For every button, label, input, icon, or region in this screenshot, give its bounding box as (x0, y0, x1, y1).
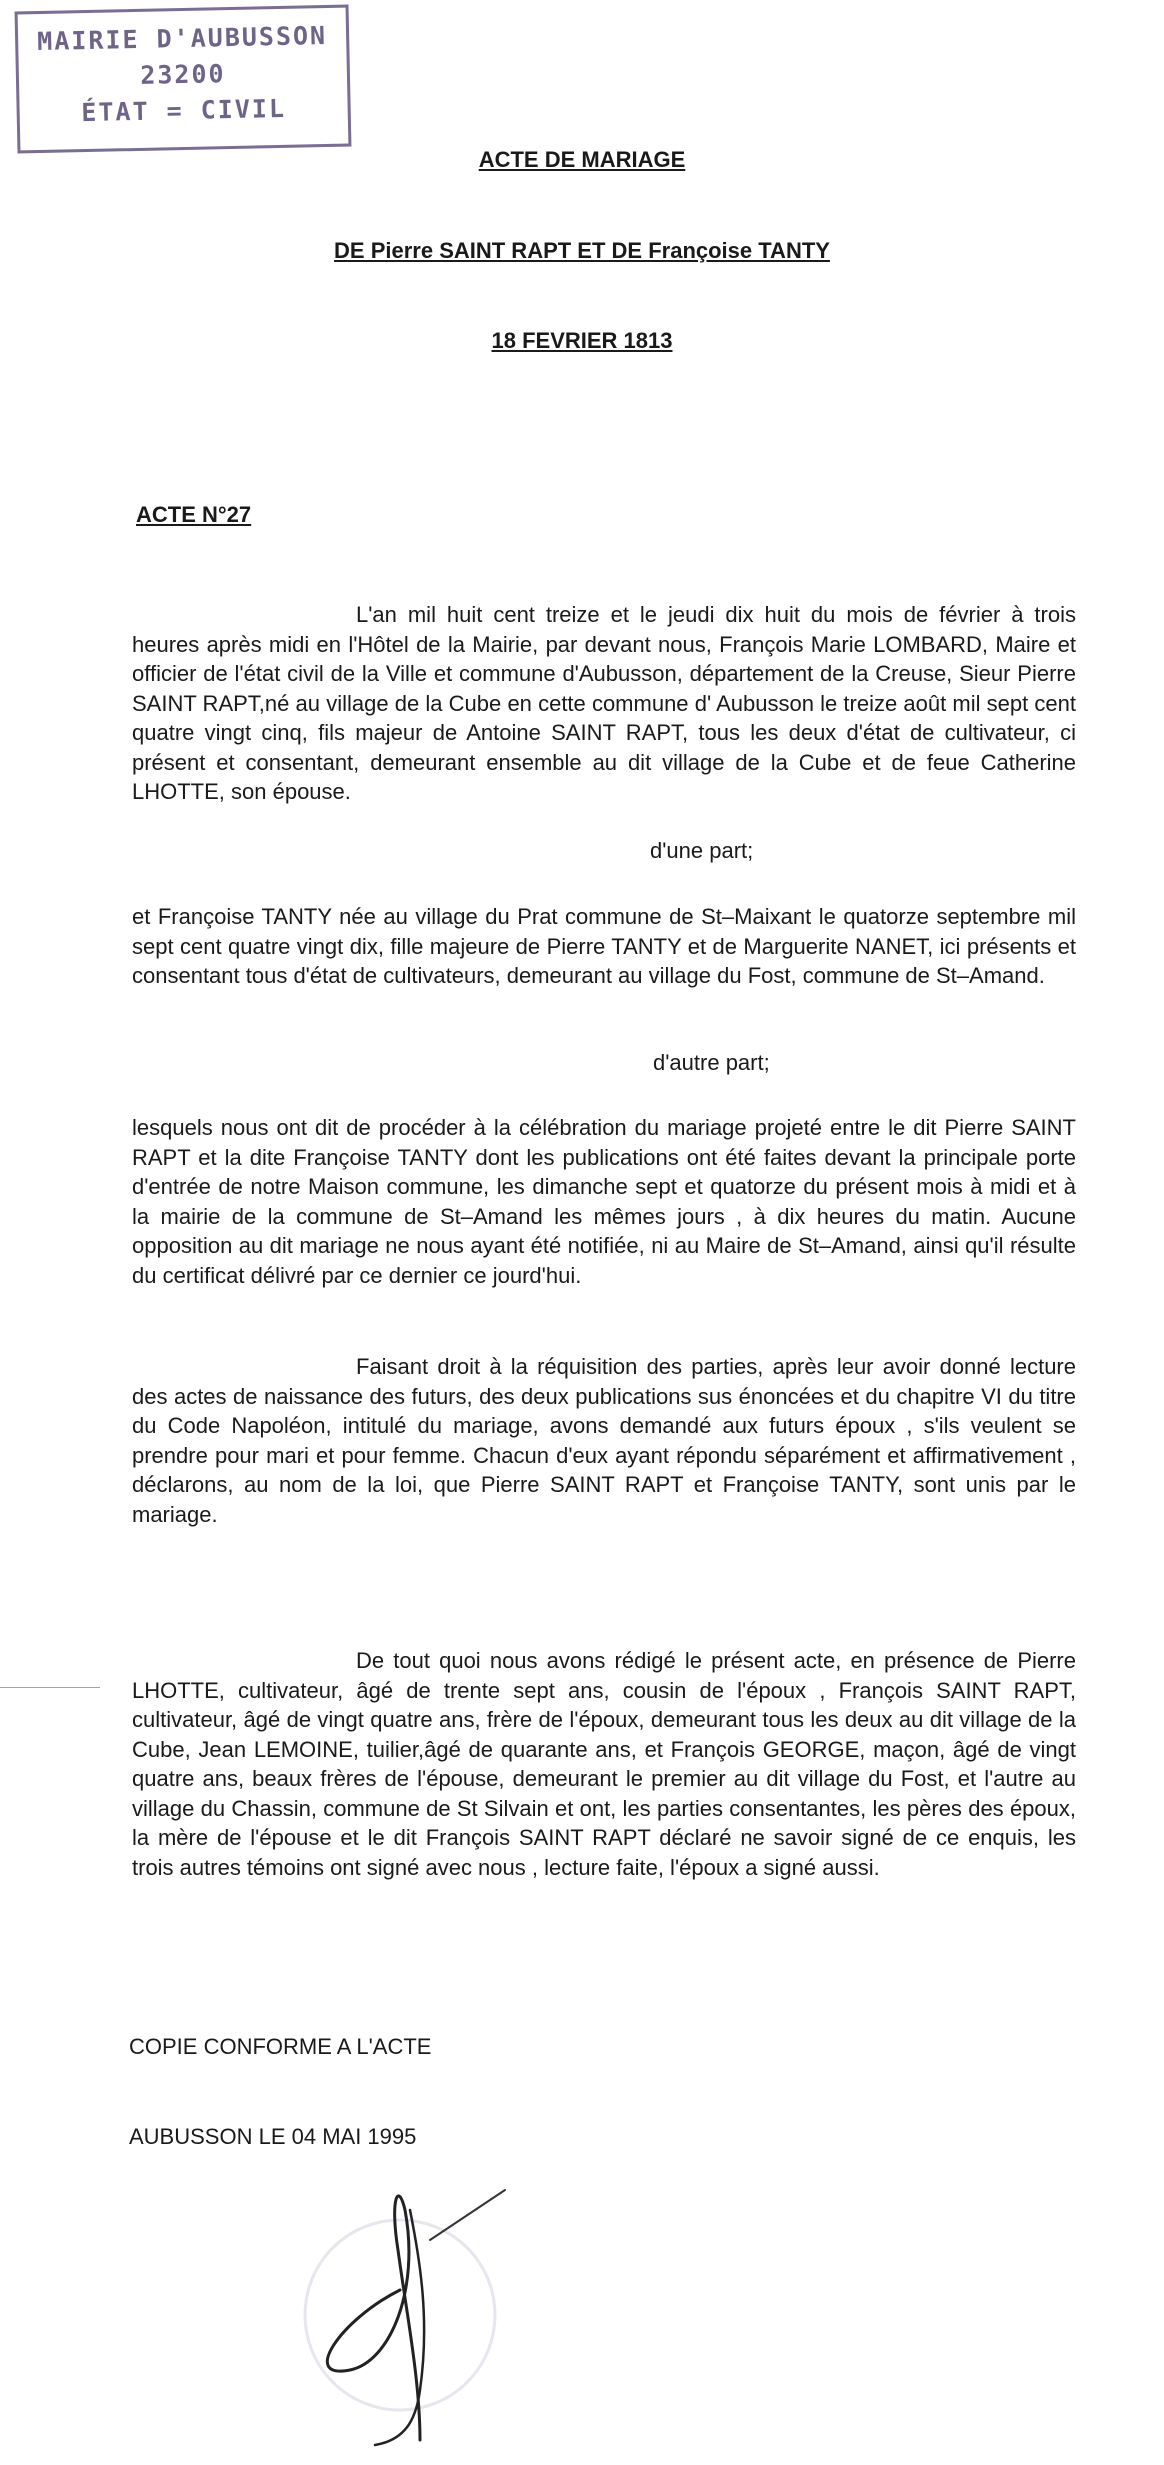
une-part-label: d'une part; (650, 838, 754, 863)
paragraph-bride: et Françoise TANTY née au village du Prat commune de St–Maixant le quatorze septembre mil sept cent quatre vingt dix, fille majeure de Pierre TANTY et de Marguerite NANET, ici présents et consentant tous d'état de cultivateurs, demeurant au village du Fost, commune de St–Amand. (132, 904, 1076, 988)
stamp-line-2: 23200 (139, 59, 226, 90)
signature-stroke-main (327, 2196, 420, 2440)
autre-part-label: d'autre part; (653, 1050, 770, 1075)
paragraph-union: Faisant droit à la réquisition des parties, après leur avoir donné lecture des actes de naissance des futurs, des deux publications sus énoncées et du chapitre VI du titre du Code Napoléon, intitulé du mariage, avons demandé aux futurs époux , s'ils veulent se prendre pour mari et pour femme. Chacun d'eux ayant répondu séparément et affirmativement , déclarons, au nom de la loi, que Pierre SAINT RAPT et Françoise TANTY, sont unis par le mariage. (132, 1354, 1076, 1527)
paragraph-witnesses: De tout quoi nous avons rédigé le présent acte, en présence de Pierre LHOTTE, cultivateur, âgé de trente sept ans, cousin de l'époux , François SAINT RAPT, cultivateur, âgé de vingt quatre ans, frère de l'époux, demeurant tous les deux au dit village de la Cube, Jean LEMOINE, tuilier,âgé de quarante ans, et François GEORGE, maçon, âgé de vingt quatre ans, beaux frères de l'épouse, demeurant le premier au dit village du Fost, et l'autre au village du Chassin, commune de St Silvain et ont, les parties consentantes, les pères des époux, la mère de l'épouse et le dit François SAINT RAPT déclaré ne savoir signé de ce enquis, les trois autres témoins ont signé avec nous , lecture faite, l'époux a signé aussi. (132, 1648, 1076, 1880)
document-subtitle: DE Pierre SAINT RAPT ET DE Françoise TANTY (334, 238, 830, 263)
civil-registry-stamp (15, 5, 352, 154)
stamp-line-1: MAIRIE D'AUBUSSON (36, 20, 328, 57)
document-date: 18 FEVRIER 1813 (491, 328, 673, 353)
paragraph-publications: lesquels nous ont dit de procéder à la célébration du mariage projeté entre le dit Pierre SAINT RAPT et la dite Françoise TANTY dont les publications ont été faites devant la principale porte d'entrée de notre Maison commune, les dimanche sept et quatorze du présent mois à midi et à la mairie de la commune de St–Amand les mêmes jours , à dix heures du matin. Aucune opposition au dit mariage ne nous ayant été notifiée, ni au Maire de St–Amand, ainsi qu'il résulte du certificat délivré par ce dernier ce jourd'hui. (132, 1115, 1076, 1288)
margin-rule (0, 1687, 100, 1688)
place-date: AUBUSSON LE 04 MAI 1995 (129, 2124, 417, 2149)
acte-number: ACTE N°27 (136, 502, 252, 527)
signature-flourish (430, 2190, 505, 2240)
copie-conforme: COPIE CONFORME A L'ACTE (129, 2034, 432, 2059)
stamp-line-3: ÉTAT = CIVIL (81, 93, 287, 128)
handwritten-signature (280, 2140, 530, 2450)
document-title: ACTE DE MARIAGE (478, 147, 686, 172)
paragraph-declaration: L'an mil huit cent treize et le jeudi dix huit du mois de février à trois heures après midi en l'Hôtel de la Mairie, par devant nous, François Marie LOMBARD, Maire et officier de l'état civil de la Ville et commune d'Aubusson, département de la Creuse, Sieur Pierre SAINT RAPT,né au village de la Cube en cette commune d' Aubusson le treize août mil sept cent quatre vingt cinq, fils majeur de Antoine SAINT RAPT, tous les deux d'état de cultivateur, ci présent et consentant, demeurant ensemble au dit village de la Cube et de feue Catherine LHOTTE, son épouse. (132, 602, 1076, 804)
